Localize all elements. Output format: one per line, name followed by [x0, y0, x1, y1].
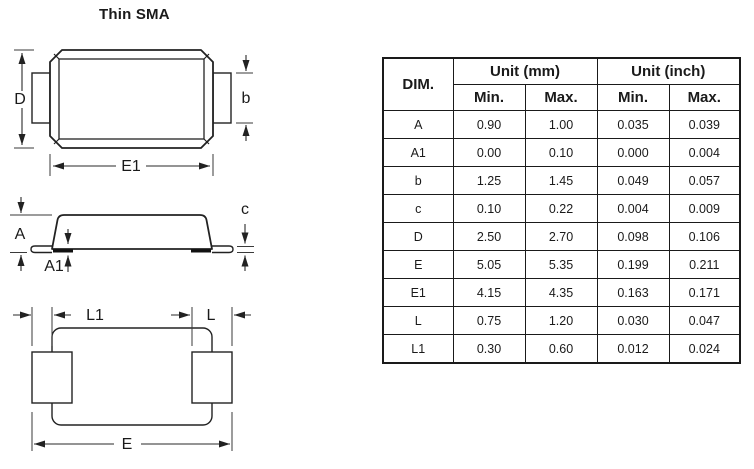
table-row	[383, 251, 740, 279]
inch-max-cell: 0.047	[669, 307, 740, 335]
unit-mm-header: Unit (mm)	[453, 58, 597, 85]
top-view-left-terminal	[32, 73, 50, 123]
bottom-view-body-outline	[52, 328, 212, 425]
inch-max-cell: 0.024	[669, 335, 740, 364]
mm-max-cell: 1.45	[525, 167, 597, 195]
inch-min-cell: 0.012	[597, 335, 669, 364]
inch-min-cell: 0.000	[597, 139, 669, 167]
table-row	[383, 335, 740, 364]
side-view-body-outline	[52, 215, 212, 249]
mm-min-cell: 0.30	[453, 335, 525, 364]
bottom-view-drawing	[13, 307, 251, 453]
dim-cell: E	[383, 251, 453, 279]
page-title: Thin SMA	[99, 6, 170, 23]
table-row	[383, 139, 740, 167]
mm-min-cell: 0.10	[453, 195, 525, 223]
inch-min-cell: 0.004	[597, 195, 669, 223]
table-row	[383, 195, 740, 223]
inch-max-cell: 0.106	[669, 223, 740, 251]
mm-max-cell: 4.35	[525, 279, 597, 307]
dim-cell: L	[383, 307, 453, 335]
dim-label-L1: L1	[86, 307, 104, 324]
dim-label-b: b	[241, 90, 251, 107]
mm-max-cell: 5.35	[525, 251, 597, 279]
dim-label-c: c	[241, 201, 249, 218]
side-view-right-lead	[212, 246, 233, 253]
table-row	[383, 167, 740, 195]
inch-min-cell: 0.035	[597, 111, 669, 139]
inch-min-cell: 0.049	[597, 167, 669, 195]
dim-cell: D	[383, 223, 453, 251]
inch-max-cell: 0.171	[669, 279, 740, 307]
inch-min-cell: 0.163	[597, 279, 669, 307]
table-row	[383, 307, 740, 335]
dim-label-E: E	[121, 436, 133, 453]
mm-min-cell: 2.50	[453, 223, 525, 251]
dim-label-A1: A1	[44, 258, 64, 275]
bottom-view-left-pad	[32, 352, 72, 403]
side-view-drawing	[10, 197, 254, 275]
dim-label-A: A	[14, 226, 26, 243]
inch-min-cell: 0.030	[597, 307, 669, 335]
mm-max-cell: 0.22	[525, 195, 597, 223]
dimension-table	[382, 57, 741, 364]
mm-min-cell: 0.90	[453, 111, 525, 139]
table-header-row-units	[383, 58, 740, 85]
inch-max-cell: 0.009	[669, 195, 740, 223]
dim-label-D: D	[14, 91, 26, 108]
unit-inch-header: Unit (inch)	[597, 58, 740, 85]
dim-cell: A	[383, 111, 453, 139]
bottom-view-right-pad	[192, 352, 232, 403]
mm-max-cell: 1.20	[525, 307, 597, 335]
mm-min-cell: 5.05	[453, 251, 525, 279]
dim-label-L: L	[206, 307, 216, 324]
dim-cell: E1	[383, 279, 453, 307]
table-row	[383, 279, 740, 307]
inch-max-cell: 0.004	[669, 139, 740, 167]
mm-min-cell: 0.75	[453, 307, 525, 335]
inch-max-cell: 0.057	[669, 167, 740, 195]
dim-label-E1: E1	[121, 158, 141, 175]
dim-table-body	[383, 111, 740, 364]
mm-min-header: Min.	[453, 85, 525, 111]
inch-min-cell: 0.098	[597, 223, 669, 251]
dim-L-extension-lines	[32, 307, 232, 346]
mm-min-cell: 0.00	[453, 139, 525, 167]
table-row	[383, 223, 740, 251]
mm-max-header: Max.	[525, 85, 597, 111]
mm-max-cell: 2.70	[525, 223, 597, 251]
dimension-table-header	[383, 58, 740, 111]
dim-cell: A1	[383, 139, 453, 167]
mm-min-cell: 1.25	[453, 167, 525, 195]
mm-min-cell: 4.15	[453, 279, 525, 307]
inch-min-cell: 0.199	[597, 251, 669, 279]
top-view-drawing	[14, 50, 253, 176]
mm-max-cell: 1.00	[525, 111, 597, 139]
dim-cell: b	[383, 167, 453, 195]
dim-cell: L1	[383, 335, 453, 364]
dim-column-header: DIM.	[383, 58, 453, 111]
side-view-left-lead	[31, 246, 52, 253]
top-view-body-outline	[50, 50, 213, 148]
inch-max-cell: 0.039	[669, 111, 740, 139]
dim-c-extension-lines	[237, 247, 254, 253]
inch-max-header: Max.	[669, 85, 740, 111]
top-view-right-terminal	[213, 73, 231, 123]
inch-max-cell: 0.211	[669, 251, 740, 279]
table-row	[383, 111, 740, 139]
mm-max-cell: 0.60	[525, 335, 597, 364]
inch-min-header: Min.	[597, 85, 669, 111]
mm-max-cell: 0.10	[525, 139, 597, 167]
dim-cell: c	[383, 195, 453, 223]
